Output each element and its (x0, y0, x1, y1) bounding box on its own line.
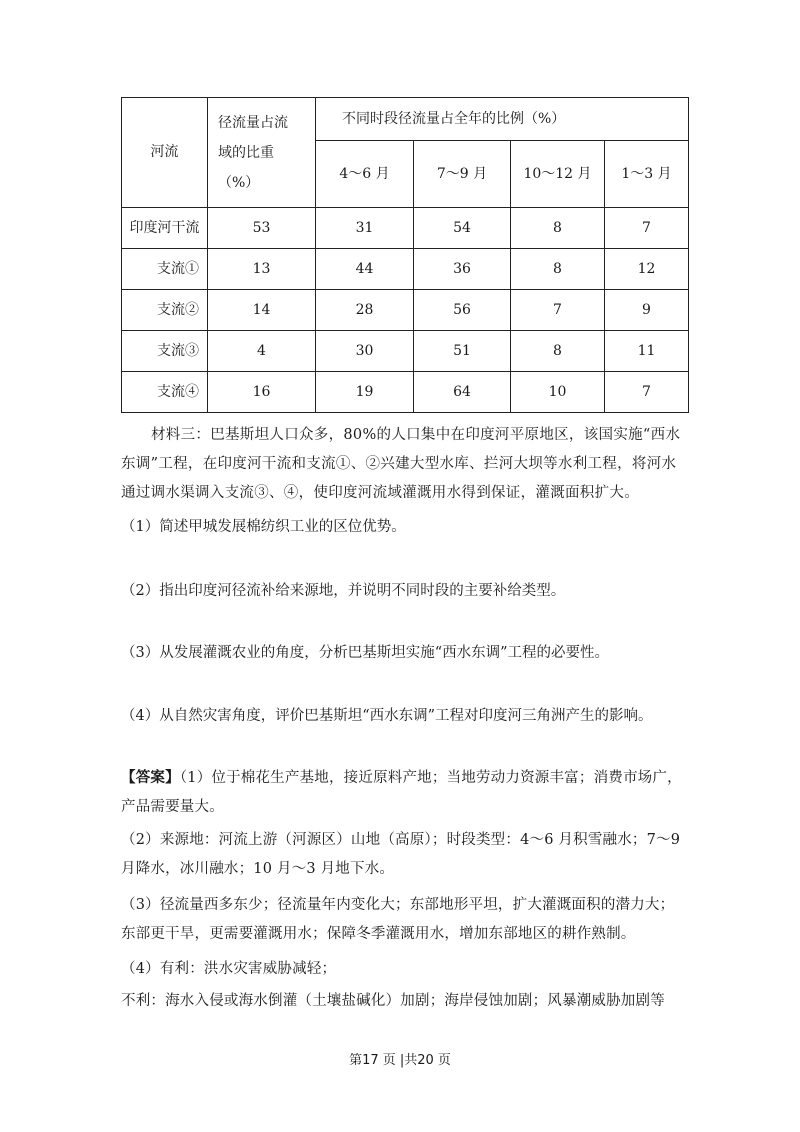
row-p1: 28 (316, 290, 414, 331)
row-p4: 11 (605, 331, 689, 372)
header-period-4: 1～3 月 (605, 141, 689, 208)
header-river: 河流 (122, 98, 208, 208)
runoff-table (121, 97, 689, 413)
row-p3: 7 (511, 290, 605, 331)
row-p2: 56 (414, 290, 511, 331)
row-p2: 54 (414, 208, 511, 249)
row-p3: 8 (511, 249, 605, 290)
answer-4-favorable: （4）有利：洪水灾害威胁减轻； (121, 961, 337, 977)
header-share-line-3: （%） (218, 174, 260, 191)
row-share: 16 (208, 372, 316, 413)
question-2: （2）指出印度河径流补给来源地，并说明不同时段的主要补给类型。 (121, 583, 566, 599)
table-row (122, 249, 689, 290)
row-p4: 9 (605, 290, 689, 331)
question-3: （3）从发展灌溉农业的角度，分析巴基斯坦实施“西水东调”工程的必要性。 (121, 645, 610, 661)
question-4: （4）从自然灾害角度，评价巴基斯坦“西水东调”工程对印度河三角洲产生的影响。 (121, 708, 653, 724)
row-share: 14 (208, 290, 316, 331)
answer-1 (121, 763, 683, 822)
row-p1: 30 (316, 331, 414, 372)
row-p4: 12 (605, 249, 689, 290)
answer-4-unfavorable: 不利：海水入侵或海水倒灌（土壤盐碱化）加剧；海岸侵蚀加剧；风暴潮威胁加剧等 (121, 993, 665, 1009)
row-river-name: 支流① (122, 249, 208, 290)
header-period-2: 7～9 月 (414, 141, 511, 208)
row-p2: 64 (414, 372, 511, 413)
row-p3: 8 (511, 208, 605, 249)
row-river-name: 印度河干流 (122, 208, 208, 249)
row-p1: 44 (316, 249, 414, 290)
row-share: 53 (208, 208, 316, 249)
table-row (122, 331, 689, 372)
row-p3: 8 (511, 331, 605, 372)
row-p4: 7 (605, 208, 689, 249)
row-river-name: 支流② (122, 290, 208, 331)
table-row (122, 372, 689, 413)
header-periods-title: 不同时段径流量占全年的比例（%） (316, 98, 689, 141)
page-footer: 第17 页 |共20 页 (349, 1053, 451, 1068)
row-p2: 36 (414, 249, 511, 290)
row-p1: 19 (316, 372, 414, 413)
answer-3: （3）径流量西多东少；径流量年内变化大；东部地形平坦，扩大灌溉面积的潜力大；东部更干旱，更需要灌溉用水；保障冬季灌溉用水，增加东部地区的耕作熟制。 (121, 897, 675, 942)
header-period-3: 10～12 月 (511, 141, 605, 208)
answer-label: 【答案】 (121, 769, 180, 786)
row-share: 13 (208, 249, 316, 290)
row-p2: 51 (414, 331, 511, 372)
header-period-1: 4～6 月 (316, 141, 414, 208)
header-share-line-2: 域的比重 (218, 144, 274, 161)
answer-1-text: （1）位于棉花生产基地，接近原料产地；当地劳动力资源丰富；消费市场广，产品需要量大。 (121, 770, 682, 815)
header-share (208, 98, 316, 208)
header-share-line-1: 径流量占流 (218, 114, 288, 131)
row-river-name: 支流④ (122, 372, 208, 413)
row-p1: 31 (316, 208, 414, 249)
question-1: （1）简述甲城发展棉纺织工业的区位优势。 (121, 519, 406, 535)
material-three-paragraph: 材料三：巴基斯坦人口众多，80%的人口集中在印度河平原地区，该国实施“西水东调”工程，在印度河干流和支流①、②兴建大型水库、拦河大坝等水利工程，将河水通过调水渠调入支流③、④，使印度河流域灌溉用水得到保证，灌溉面积扩大。 (121, 427, 681, 501)
answer-2: （2）来源地：河流上游（河源区）山地（高原）；时段类型：4～6 月积雪融水；7～9 月降水，冰川融水；10 月～3 月地下水。 (121, 832, 681, 877)
row-p3: 10 (511, 372, 605, 413)
row-river-name: 支流③ (122, 331, 208, 372)
table-row (122, 208, 689, 249)
table-row (122, 290, 689, 331)
row-share: 4 (208, 331, 316, 372)
table-header-row-1 (122, 98, 689, 141)
row-p4: 7 (605, 372, 689, 413)
